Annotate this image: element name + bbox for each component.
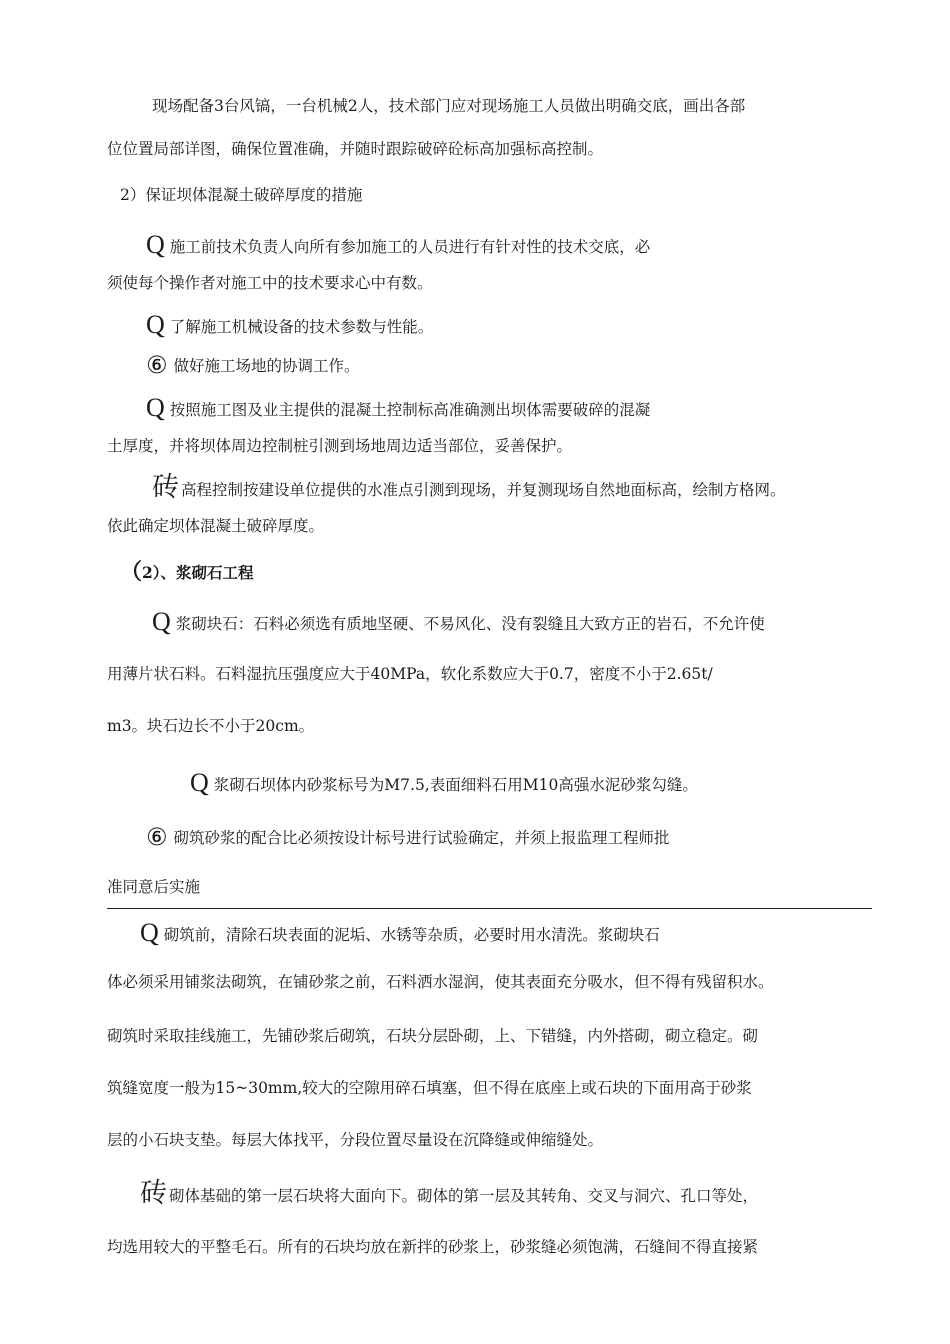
paragraph-line (107, 716, 314, 736)
list-item (152, 607, 765, 636)
line-text: 砌筑时采取挂线施工，先铺砂浆后砌筑，石块分层卧砌，上、下错缝，内外搭砌，砌立稳定。砌 (107, 1027, 759, 1045)
heading-text: 2）、浆砌石工程 (142, 563, 254, 582)
list-item (140, 1178, 759, 1208)
paragraph-line (107, 273, 433, 293)
line-text: 做好施工场地的协调工作。 (173, 357, 360, 375)
paragraph-line (107, 139, 603, 159)
paragraph-line (107, 877, 200, 897)
item-marker: Q (140, 918, 159, 947)
item-marker: ⑥ (146, 351, 168, 379)
line-text: 准同意后实施 (107, 878, 201, 896)
line-text: 施工前技术负责人向所有参加施工的人员进行有针对性的技术交底，必 (169, 238, 651, 256)
paragraph-line (107, 1026, 758, 1046)
list-item (190, 768, 698, 797)
paragraph-line (152, 96, 745, 116)
item-marker: Q (190, 768, 209, 797)
item-marker: Q (152, 607, 171, 636)
list-item (146, 310, 434, 339)
list-item (146, 393, 651, 422)
paragraph-line (107, 516, 324, 536)
line-text: 层的小石块支垫。每层大体找平，分段位置尽量设在沉降缝或伸缩缝处。 (107, 1131, 604, 1149)
horizontal-rule (107, 908, 872, 909)
line-text: 现场配备3台风镐，一台机械2人，技术部门应对现场施工人员做出明确交底，画出各部 (152, 97, 746, 115)
paragraph-line (107, 972, 774, 992)
heading-paren: （ (120, 559, 143, 584)
heading-text: 2）保证坝体混凝土破碎厚度的措施 (120, 186, 363, 204)
line-text: 浆砌块石：石料必须选有质地坚硬、不易风化、没有裂缝且大致方正的岩石，不允许使 (175, 615, 765, 633)
paragraph-line (107, 1078, 752, 1098)
paragraph-line (107, 1130, 603, 1150)
item-marker: ⑥ (146, 823, 168, 851)
list-item (146, 351, 360, 379)
line-text: 砌体基础的第一层石块将大面向下。砌体的第一层及其转角、交叉与洞穴、孔口等处， (169, 1187, 759, 1205)
line-text: 须使每个操作者对施工中的技术要求心中有数。 (107, 274, 433, 292)
item-marker: Q (146, 393, 165, 422)
list-item (152, 472, 786, 502)
line-text: 土厚度，并将坝体周边控制桩引测到场地周边适当部位，妥善保护。 (107, 437, 573, 455)
section-heading (120, 559, 254, 584)
line-text: 用薄片状石料。石料湿抗压强度应大于40MPa，软化系数应大于0.7，密度不小于2.65t/ (107, 665, 713, 683)
line-text: 浆砌石坝体内砂浆标号为M7.5,表面细料石用M10高强水泥砂浆勾缝。 (213, 776, 698, 794)
line-text: 依此确定坝体混凝土破碎厚度。 (107, 517, 325, 535)
paragraph-line (107, 436, 572, 456)
section-heading (120, 185, 362, 205)
line-text: 体必须采用铺浆法砌筑，在铺砂浆之前，石料洒水湿润，使其表面充分吸水，但不得有残留积水。 (107, 973, 774, 991)
line-text: 按照施工图及业主提供的混凝土控制标高准确测出坝体需要破碎的混凝 (169, 401, 651, 419)
line-text: 砌筑砂浆的配合比必须按设计标号进行试验确定，并须上报监理工程师批 (173, 829, 670, 847)
item-marker: Q (146, 230, 165, 259)
list-item (146, 230, 651, 259)
line-text: 了解施工机械设备的技术参数与性能。 (169, 318, 434, 336)
paragraph-line (107, 664, 713, 684)
line-text: 高程控制按建设单位提供的水准点引测到现场，并复测现场自然地面标高，绘制方格网。 (181, 481, 786, 499)
line-text: 均选用较大的平整毛石。所有的石块均放在新拌的砂浆上，砂浆缝必须饱满，石缝间不得直接紧 (107, 1238, 759, 1256)
line-text: 位位置局部详图，确保位置准确，并随时跟踪破碎砼标高加强标高控制。 (107, 140, 604, 158)
item-marker: 砖 (152, 472, 179, 502)
paragraph-line (107, 1237, 758, 1257)
item-marker: 砖 (140, 1178, 167, 1208)
line-text: 筑缝宽度一般为15~30mm,较大的空隙用碎石填塞，但不得在底座上或石块的下面用高于砂浆 (107, 1079, 752, 1097)
list-item (140, 918, 660, 947)
list-item (146, 823, 670, 851)
item-marker: Q (146, 310, 165, 339)
line-text: m3。块石边长不小于20cm。 (107, 717, 315, 735)
line-text: 砌筑前，清除石块表面的泥垢、水锈等杂质，必要时用水清洗。浆砌块石 (163, 926, 660, 944)
